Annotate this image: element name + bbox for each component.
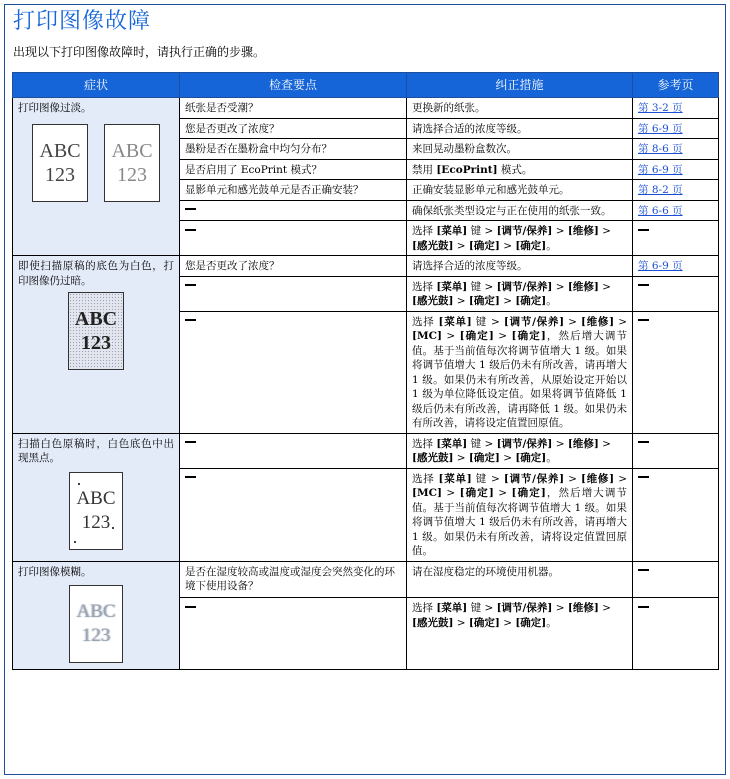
- dash-mark: [638, 284, 649, 286]
- action-cell: 选择 [菜单] 键 > [调节/保养] > [维修] > [MC] > [确定] > [确定]，然后增大调节值。基于当前值每次将调节值增大 1 级。如果将调节值增大 1 级后仍未有所改善，请再增大 1 级。如果仍未有所改善，请将设定值置回原值。: [407, 468, 633, 561]
- symptom-text: 打印图像模糊。: [18, 565, 92, 578]
- action-cell: 更换新的纸张。: [407, 98, 633, 119]
- table-row: [13, 98, 719, 119]
- ref-cell: [633, 311, 719, 433]
- dash-mark: [638, 229, 649, 231]
- dash-mark: [185, 606, 196, 608]
- symptom-cell: [13, 256, 180, 434]
- sample-image-very-faint: ABC 123: [104, 124, 160, 202]
- ref-cell: [633, 256, 719, 277]
- sample-images: [18, 292, 174, 370]
- action-cell: 请选择合适的浓度等级。: [407, 118, 633, 139]
- sample-images: [18, 585, 174, 663]
- sample-image-dark-background: ABC 123: [68, 292, 124, 370]
- check-cell: 是否在湿度较高或温度或湿度会突然变化的环境下使用设备？: [180, 561, 407, 598]
- action-cell: 禁用 [EcoPrint] 模式。: [407, 159, 633, 180]
- sample-images: [18, 124, 174, 202]
- action-cell: 正确安装显影单元和感光鼓单元。: [407, 180, 633, 201]
- troubleshooting-table: [12, 72, 719, 670]
- header-check: 检查要点: [180, 73, 407, 98]
- action-cell: 请选择合适的浓度等级。: [407, 256, 633, 277]
- ref-cell: [633, 433, 719, 468]
- check-cell: [180, 276, 407, 311]
- check-cell: [180, 200, 407, 221]
- header-action: 纠正措施: [407, 73, 633, 98]
- header-ref: 参考页: [633, 73, 719, 98]
- dash-mark: [185, 284, 196, 286]
- dash-mark: [185, 319, 196, 321]
- sample-image-black-dots: ABC 123: [69, 472, 123, 550]
- action-cell: 确保纸张类型设定与正在使用的纸张一致。: [407, 200, 633, 221]
- action-cell: 请在湿度稳定的环境使用机器。: [407, 561, 633, 598]
- ref-cell: [633, 221, 719, 256]
- action-cell: 选择 [菜单] 键 > [调节/保养] > [维修] > [MC] > [确定] > [确定]，然后增大调节值。基于当前值每次将调节值增大 1 级。如果将调节值增大 1 级后仍未有所改善，请再增大 1 级。如果仍未有所改善，从原始设定开始以 1 级为单位降低设定值。如果将调节值降低 1 级后仍未有所改善，请再降低 1 级。如果仍未有所改善，请将设定值置回原值。: [407, 311, 633, 433]
- sample-image-faint: ABC 123: [32, 124, 88, 202]
- dot-mark: [74, 541, 76, 543]
- ref-cell: [633, 139, 719, 160]
- dash-mark: [185, 229, 196, 231]
- check-cell: 显影单元和感光鼓单元是否正确安装？: [180, 180, 407, 201]
- ref-cell: [633, 561, 719, 598]
- ref-link[interactable]: 第 6-9 页: [638, 163, 683, 176]
- action-cell: 选择 [菜单] 键 > [调节/保养] > [维修] > [感光鼓] > [确定] > [确定]。: [407, 221, 633, 256]
- action-cell: 选择 [菜单] 键 > [调节/保养] > [维修] > [感光鼓] > [确定] > [确定]。: [407, 276, 633, 311]
- ref-cell: [633, 276, 719, 311]
- ref-link[interactable]: 第 6-6 页: [638, 204, 683, 217]
- table-header-row: [13, 73, 719, 98]
- check-cell: [180, 598, 407, 670]
- action-cell: 来回晃动墨粉盒数次。: [407, 139, 633, 160]
- header-symptom: 症状: [13, 73, 180, 98]
- symptom-cell: [13, 561, 180, 670]
- ref-cell: [633, 180, 719, 201]
- check-cell: [180, 433, 407, 468]
- check-cell: [180, 468, 407, 561]
- ref-link[interactable]: 第 8-6 页: [638, 143, 683, 155]
- dash-mark: [638, 319, 649, 321]
- sample-image-blurred: ABC 123: [69, 585, 123, 663]
- symptom-cell: [13, 98, 180, 256]
- ref-cell: [633, 468, 719, 561]
- ref-cell: [633, 98, 719, 119]
- page-subtitle: 出现以下打印图像故障时，请执行正确的步骤。: [13, 45, 266, 59]
- ref-cell: [633, 159, 719, 180]
- dash-mark: [638, 569, 649, 571]
- ref-cell: [633, 118, 719, 139]
- action-cell: 选择 [菜单] 键 > [调节/保养] > [维修] > [感光鼓] > [确定] > [确定]。: [407, 598, 633, 670]
- check-cell: [180, 221, 407, 256]
- ref-link[interactable]: 第 8-2 页: [638, 184, 683, 196]
- page-title: 打印图像故障: [13, 9, 152, 34]
- dot-mark: [78, 483, 80, 485]
- action-cell: 选择 [菜单] 键 > [调节/保养] > [维修] > [感光鼓] > [确定] > [确定]。: [407, 433, 633, 468]
- check-cell: [180, 311, 407, 433]
- check-cell: 是否启用了 EcoPrint 模式？: [180, 159, 407, 180]
- dot-mark: [112, 527, 114, 529]
- dash-mark: [185, 208, 196, 210]
- symptom-cell: [13, 433, 180, 561]
- sample-images: [18, 472, 174, 550]
- dash-mark: [638, 441, 649, 443]
- check-cell: 您是否更改了浓度？: [180, 256, 407, 277]
- dash-mark: [638, 476, 649, 478]
- dash-mark: [638, 606, 649, 608]
- table-row: [13, 561, 719, 598]
- symptom-text: 即使扫描原稿的底色为白色，打印图像仍过暗。: [18, 260, 174, 287]
- table-row: [13, 433, 719, 468]
- check-cell: 纸张是否受潮？: [180, 98, 407, 119]
- symptom-text: 打印图像过淡。: [18, 102, 92, 114]
- ref-cell: [633, 200, 719, 221]
- dash-mark: [185, 476, 196, 478]
- table-row: [13, 256, 719, 277]
- ref-link[interactable]: 第 6-9 页: [638, 122, 683, 135]
- check-cell: 您是否更改了浓度？: [180, 118, 407, 139]
- check-cell: 墨粉是否在墨粉盒中均匀分布？: [180, 139, 407, 160]
- dash-mark: [185, 441, 196, 443]
- symptom-text: 扫描白色原稿时，白色底色中出现黑点。: [18, 437, 174, 464]
- ref-link[interactable]: 第 6-9 页: [638, 260, 683, 272]
- ref-cell: [633, 598, 719, 670]
- ref-link[interactable]: 第 3-2 页: [638, 102, 683, 114]
